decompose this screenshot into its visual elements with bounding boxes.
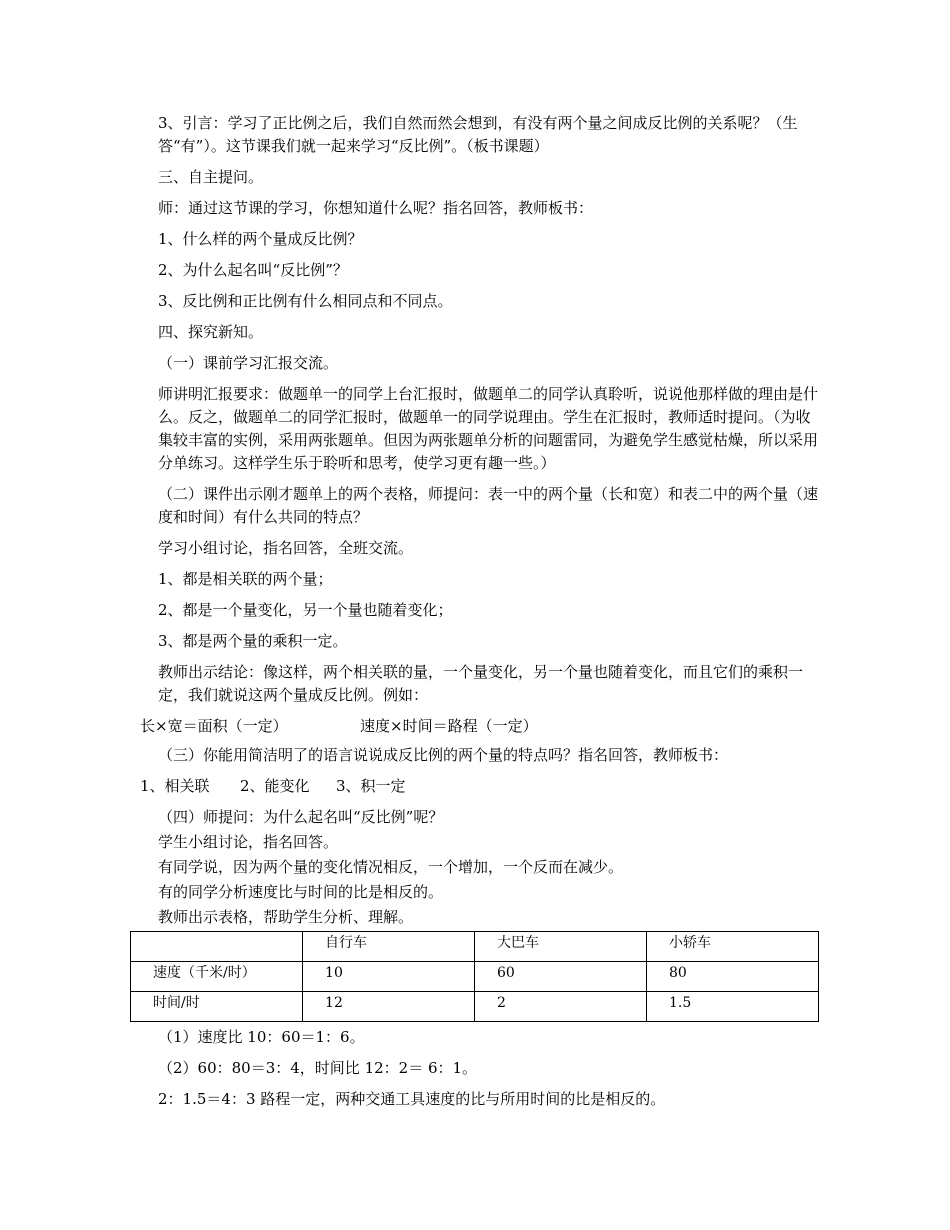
paragraph-speed-ratio: （1）速度比 10：60＝1：6。 <box>158 1028 365 1046</box>
example-formulas <box>140 715 820 738</box>
board-note-3: 3、积一定 <box>336 777 406 795</box>
table-cell: 10 <box>303 962 475 992</box>
table-cell: 2 <box>475 992 647 1022</box>
table-cell: 12 <box>303 992 475 1022</box>
document-body <box>140 112 820 1119</box>
paragraph-group-discussion: 学习小组讨论，指名回答，全班交流。 <box>158 539 414 557</box>
list-item-feature-2: 2、都是一个量变化，另一个量也随着变化； <box>158 601 453 619</box>
example-formula-distance: 速度×时间＝路程（一定） <box>360 717 538 735</box>
table-header-cell: 小轿车 <box>646 932 818 962</box>
list-item-question-3: 3、反比例和正比例有什么相同点和不同点。 <box>158 292 453 310</box>
table-row <box>131 962 819 992</box>
paragraph-intro: 3、引言：学习了正比例之后，我们自然而然会想到，有没有两个量之间成反比例的关系呢？（生答“有”）。这节课我们就一起来学习“反比例”。（板书课题） <box>158 114 798 155</box>
list-item-feature-1: 1、都是相关联的两个量； <box>158 570 333 588</box>
list-item-feature-3: 3、都是两个量的乘积一定。 <box>158 632 348 650</box>
speed-time-table <box>130 931 819 1022</box>
paragraph-time-ratio: （2）60：80＝3：4，时间比 12：2＝ 6：1。 <box>158 1059 478 1077</box>
table-cell: 80 <box>646 962 818 992</box>
paragraph-conclusion: 教师出示结论：像这样，两个相关联的量，一个量变化，另一个量也随着变化，而且它们的乘积一定，我们就说这两个量成反比例。例如： <box>158 663 804 704</box>
paragraph-ratio-conclusion: 2：1.5＝4：3 路程一定，两种交通工具速度的比与所用时间的比是相反的。 <box>158 1090 666 1108</box>
paragraph-student-answer-1: 有同学说，因为两个量的变化情况相反，一个增加，一个反而在减少。 <box>158 858 624 876</box>
section-heading-self-questioning: 三、自主提问。 <box>158 168 264 186</box>
paragraph-report-requirements: 师讲明汇报要求：做题单一的同学上台汇报时，做题单二的同学认真聆听，说说他那样做的理由是什么。反之，做题单二的同学汇报时，做题单一的同学说理由。学生在汇报时，教师适时提问。（为收集较丰富的实例，采用两张题单。但因为两张题单分析的问题雷同，为避免学生感觉枯燥，所以采用分单练习。这样学生乐于聆听和思考，使学习更有趣一些。） <box>158 385 819 472</box>
paragraph-features-question: （三）你能用简洁明了的语言说说成反比例的两个量的特点吗？指名回答，教师板书： <box>158 746 729 764</box>
board-note-1: 1、相关联 <box>140 777 210 795</box>
paragraph-teacher-question: 师：通过这节课的学习，你想知道什么呢？指名回答，教师板书： <box>158 199 594 217</box>
table-header-row <box>131 932 819 962</box>
paragraph-student-discussion: 学生小组讨论，指名回答。 <box>158 833 339 851</box>
table-header-cell: 自行车 <box>303 932 475 962</box>
list-item-question-2: 2、为什么起名叫“反比例”？ <box>158 261 348 279</box>
table-row <box>131 992 819 1022</box>
table-header-cell <box>131 932 303 962</box>
paragraph-show-table: 教师出示表格，帮助学生分析、理解。 <box>158 908 414 926</box>
paragraph-naming-question: （四）师提问：为什么起名叫“反比例”呢？ <box>158 808 444 826</box>
table-cell: 1.5 <box>646 992 818 1022</box>
table-header-cell: 大巴车 <box>475 932 647 962</box>
list-item-question-1: 1、什么样的两个量成反比例？ <box>158 230 363 248</box>
table-cell: 60 <box>475 962 647 992</box>
paragraph-courseware-question: （二）课件出示刚才题单上的两个表格，师提问：表一中的两个量（长和宽）和表二中的两个量（速度和时间）有什么共同的特点？ <box>158 485 819 526</box>
section-heading-explore: 四、探究新知。 <box>158 323 264 341</box>
paragraph-student-answer-2: 有的同学分析速度比与时间的比是相反的。 <box>158 883 444 901</box>
table-cell: 时间/时 <box>131 992 303 1022</box>
subheading-report: （一）课前学习汇报交流。 <box>158 354 339 372</box>
example-formula-area: 长×宽＝面积（一定） <box>140 717 288 735</box>
board-notes <box>140 775 820 798</box>
table-cell: 速度（千米/时） <box>131 962 303 992</box>
board-note-2: 2、能变化 <box>240 777 310 795</box>
